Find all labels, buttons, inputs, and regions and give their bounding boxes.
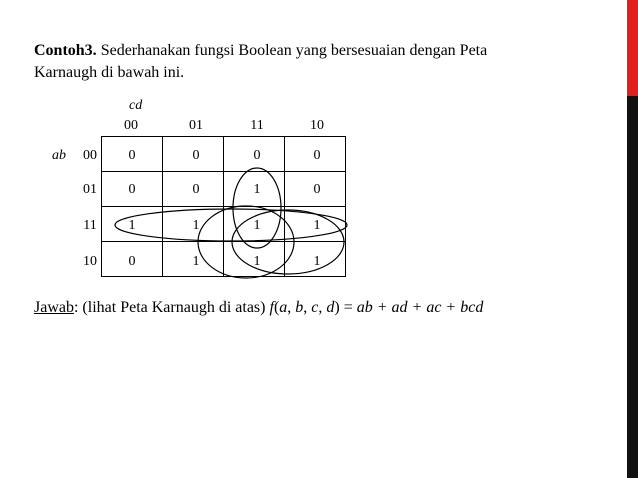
kmap-cell-value: 0 xyxy=(313,182,321,197)
answer-args-open: ( xyxy=(273,299,280,316)
problem-label: Contoh3. xyxy=(34,42,97,59)
answer-expression: ab + ad + ac + bcd xyxy=(356,299,484,316)
kmap-cell-value: 1 xyxy=(253,218,261,233)
answer-arg-d: d xyxy=(326,299,335,316)
kmap-cell-value: 1 xyxy=(313,254,321,269)
row-header: 01 xyxy=(83,182,97,197)
kmap-cell-value: 0 xyxy=(313,148,321,163)
problem-text-line2: Karnaugh di bawah ini. xyxy=(34,64,185,81)
kmap-cell-value: 0 xyxy=(128,254,136,269)
answer-func: f xyxy=(269,299,274,316)
answer-arg-a: a xyxy=(279,299,288,316)
answer-arg-c: c xyxy=(311,299,319,316)
answer-arg-b: b xyxy=(295,299,304,316)
accent-bar-black xyxy=(627,96,638,478)
column-header: 11 xyxy=(250,118,264,133)
row-header: 11 xyxy=(83,218,97,233)
kmap-cell-value: 1 xyxy=(253,182,261,197)
column-header: 10 xyxy=(310,118,324,133)
kmap-cell-value: 0 xyxy=(128,148,136,163)
kmap-cell-value: 0 xyxy=(253,148,261,163)
answer-label: Jawab xyxy=(34,299,74,316)
kmap-cell-value: 0 xyxy=(192,182,200,197)
column-header: 00 xyxy=(124,118,138,133)
row-variable: ab xyxy=(52,148,66,163)
problem-statement xyxy=(34,40,606,84)
kmap-cell-value: 1 xyxy=(128,218,136,233)
row-header: 00 xyxy=(83,148,97,163)
kmap-cell-value: 0 xyxy=(128,182,136,197)
answer-line xyxy=(34,298,483,318)
answer-comma: , xyxy=(303,299,312,316)
answer-prefix: : (lihat Peta Karnaugh di atas) xyxy=(73,299,266,316)
column-variable: cd xyxy=(129,98,143,113)
problem-text-line1: Sederhanakan fungsi Boolean yang bersesuaian dengan Peta xyxy=(100,42,488,59)
kmap-cell-value: 1 xyxy=(253,254,261,269)
column-header: 01 xyxy=(189,118,203,133)
row-header: 10 xyxy=(83,254,97,269)
answer-comma: , xyxy=(287,299,296,316)
answer-comma: , xyxy=(318,299,327,316)
kmap-cell-value: 0 xyxy=(192,148,200,163)
kmap-cell-value: 1 xyxy=(313,218,321,233)
kmap-cell-value: 1 xyxy=(192,218,200,233)
accent-bar-red xyxy=(627,0,638,96)
kmap-cell-value: 1 xyxy=(192,254,200,269)
answer-args-close: ) xyxy=(334,299,340,316)
answer-equals: = xyxy=(339,299,357,316)
